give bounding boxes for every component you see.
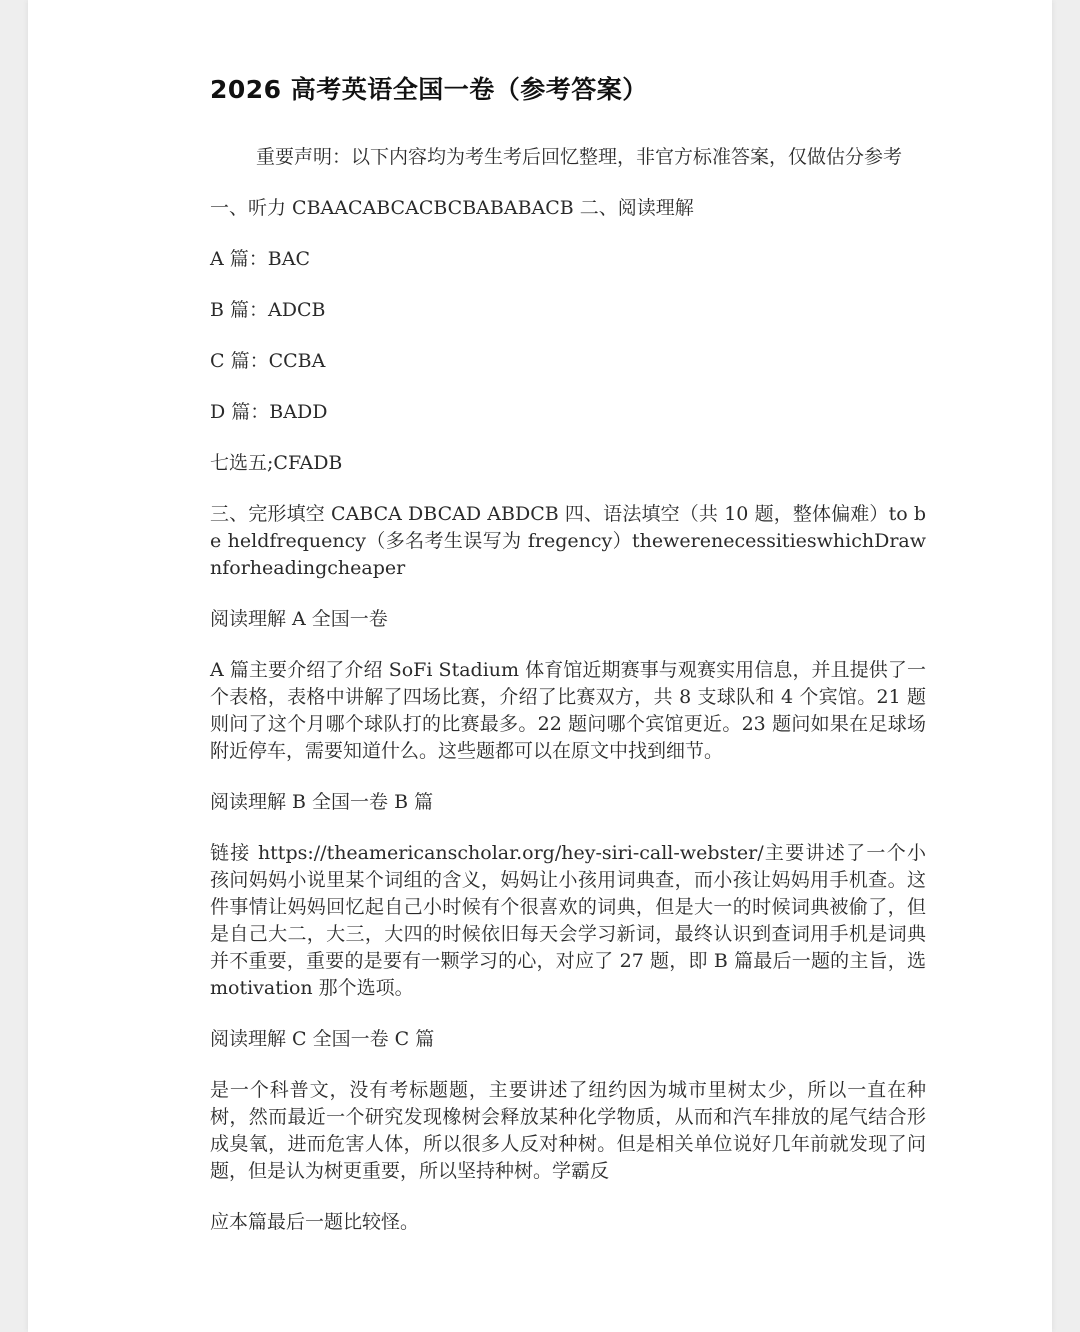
reading-b-answers: B 篇：ADCB [210, 299, 326, 321]
document-page [28, 0, 1052, 1332]
section-c-body: 是一个科普文，没有考标题题，主要讲述了纽约因为城市里树太少，所以一直在种树，然而最近一个研究发现橡树会释放某种化学物质，从而和汽车排放的尾气结合形成臭氧，进而危害人体，所以很多人反对种树。但是相关单位说好几年前就发现了问题，但是认为树更重要，所以坚持种树。学霸反 [210, 1079, 926, 1182]
section-a-heading: 阅读理解 A 全国一卷 [210, 608, 388, 630]
section-c-heading: 阅读理解 C 全国一卷 C 篇 [210, 1028, 435, 1050]
reading-a-answers: A 篇：BAC [210, 248, 310, 270]
section-b-body: 链接 https://theamericanscholar.org/hey-siri-call-webster/主要讲述了一个小孩问妈妈小说里某个词组的含义，妈妈让小孩用词典查，而小孩让妈妈用手机查。这件事情让妈妈回忆起自己小时候有个很喜欢的词典，但是大一的时候词典被偷了，但是自己大二，大三，大四的时候依旧每天会学习新词，最终认识到查词用手机是词典并不重要，重要的是要有一颗学习的心，对应了 27 题，即 B 篇最后一题的主旨，选 motivation 那个选项。 [210, 842, 926, 999]
section-b-heading: 阅读理解 B 全国一卷 B 篇 [210, 791, 434, 813]
seven-choose-five-answers: 七选五;CFADB [210, 452, 343, 474]
reading-c-answers: C 篇：CCBA [210, 350, 326, 372]
reading-d-answers: D 篇：BADD [210, 401, 328, 423]
cloze-grammar-answers: 三、完形填空 CABCA DBCAD ABDCB 四、语法填空（共 10 题，整体偏难）to be heldfrequency（多名考生误写为 fregency）thewerenecessitieswhichDrawnforheadingcheaper [210, 503, 926, 579]
document-title: 2026 高考英语全国一卷（参考答案） [210, 75, 648, 104]
section-c-tail: 应本篇最后一题比较怪。 [210, 1211, 420, 1233]
listening-answers: 一、听力 CBAACABCACBCBABABACB 二、阅读理解 [210, 197, 694, 219]
section-a-body: A 篇主要介绍了介绍 SoFi Stadium 体育馆近期赛事与观赛实用信息，并且提供了一个表格，表格中讲解了四场比赛，介绍了比赛双方，共 8 支球队和 4 个宾馆。21 题则问了这个月哪个球队打的比赛最多。22 题问哪个宾馆更近。23 题问如果在足球场附近停车，需要知道什么。这些题都可以在原文中找到细节。 [210, 659, 926, 762]
document-content [210, 70, 926, 1236]
declaration-paragraph: 重要声明：以下内容均为考生考后回忆整理，非官方标准答案，仅做估分参考 [256, 146, 903, 168]
